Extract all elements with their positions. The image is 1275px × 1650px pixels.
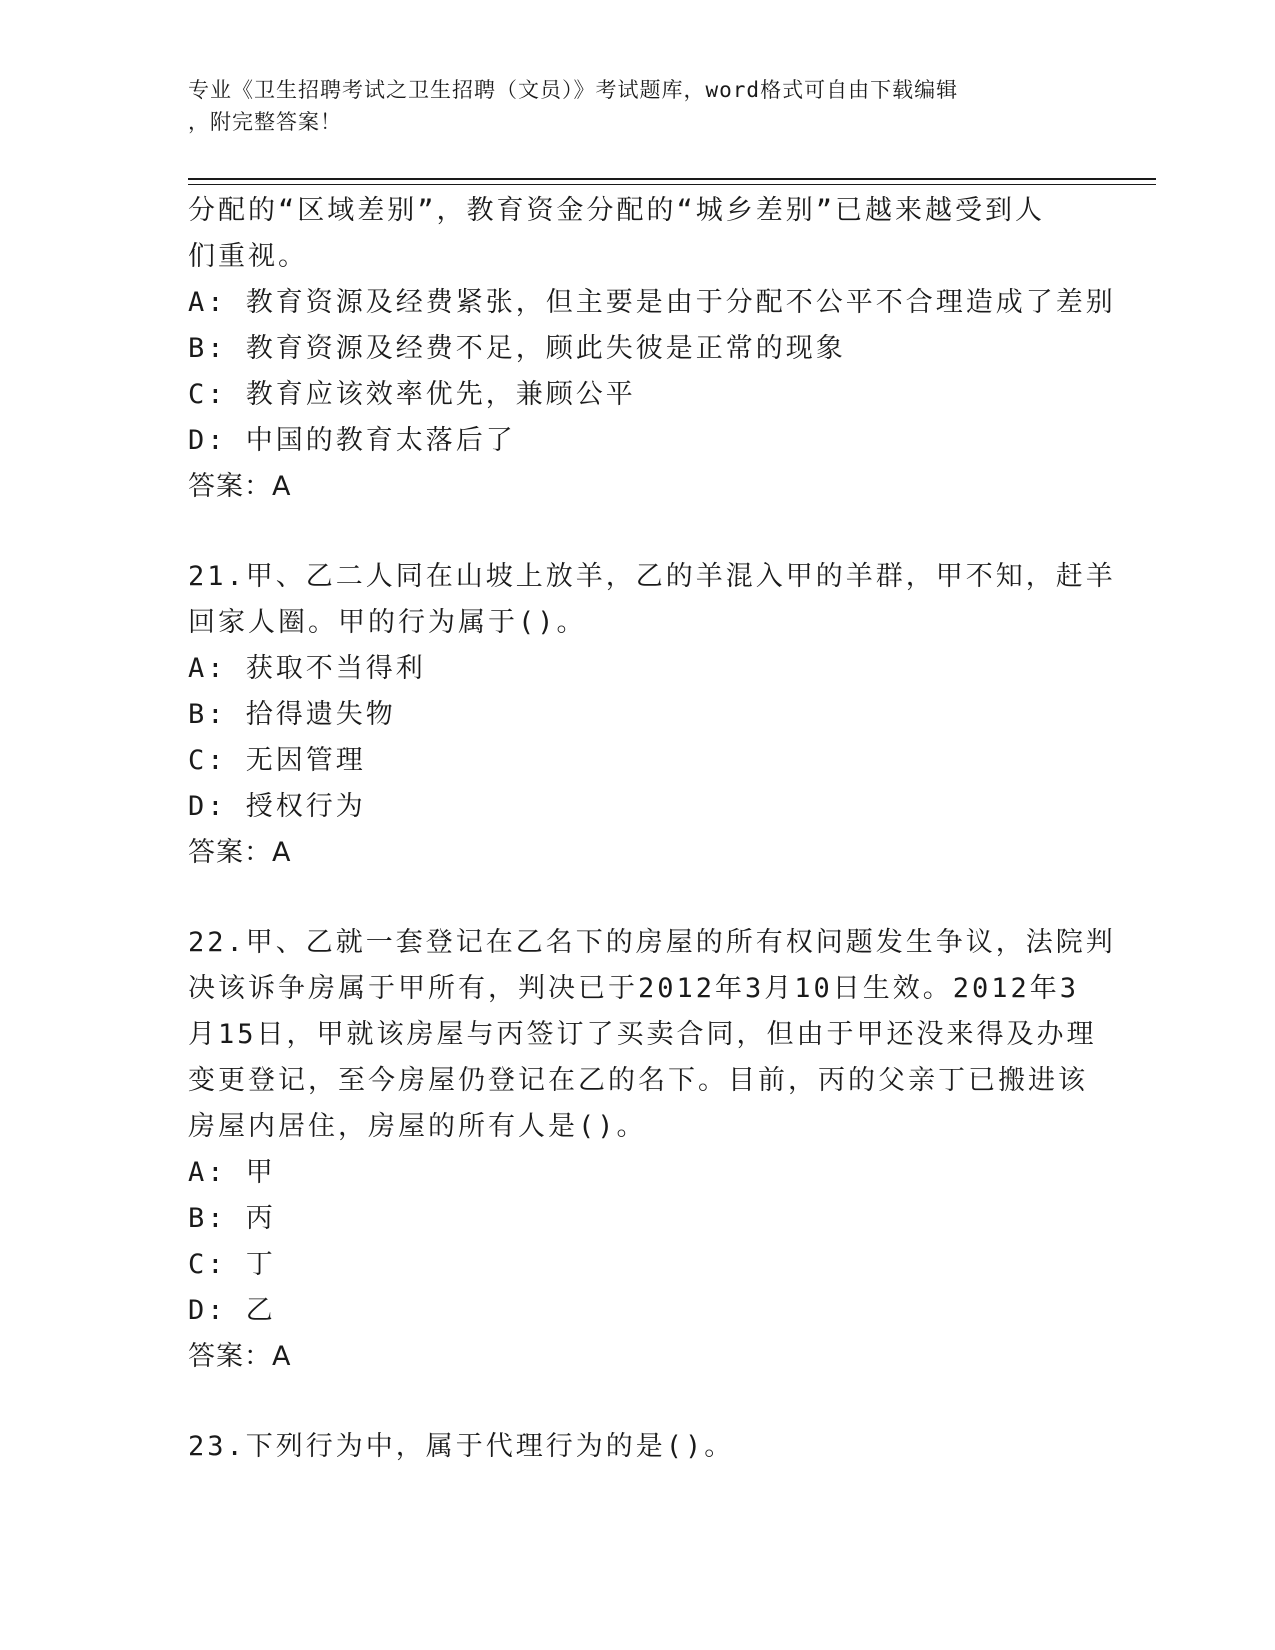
option-d: D: 授权行为 [188, 791, 366, 822]
answer-label: 答案：A [188, 1341, 292, 1372]
answer-label: 答案：A [188, 471, 292, 502]
question-text-line: 月15日，甲就该房屋与丙签订了买卖合同，但由于甲还没来得及办理 [188, 1019, 1097, 1050]
option-d: D: 乙 [188, 1295, 276, 1326]
option-a: A: 甲 [188, 1157, 276, 1188]
header-rule-thick [188, 178, 1156, 180]
question-block-21 [188, 554, 1116, 876]
document-header [188, 74, 1088, 138]
option-b: B: 拾得遗失物 [188, 699, 396, 730]
option-c: C: 丁 [188, 1249, 276, 1280]
header-rule-thin [188, 184, 1156, 185]
question-text-line: 22.甲、乙就一套登记在乙名下的房屋的所有权问题发生争议，法院判 [188, 927, 1116, 958]
question-text-line: 23.下列行为中，属于代理行为的是()。 [188, 1431, 735, 1462]
question-text-line: 回家人圈。甲的行为属于()。 [188, 607, 587, 638]
header-line-1: 专业《卫生招聘考试之卫生招聘（文员）》考试题库，word格式可自由下载编辑 [188, 78, 959, 102]
question-text-line: 决该诉争房属于甲所有，判决已于2012年3月10日生效。2012年3 [188, 973, 1080, 1004]
option-d: D: 中国的教育太落后了 [188, 425, 516, 456]
question-text-line: 分配的“区域差别”，教育资金分配的“城乡差别”已越来越受到人 [188, 195, 1046, 226]
option-c: C: 无因管理 [188, 745, 366, 776]
option-b: B: 丙 [188, 1203, 276, 1234]
question-block-23 [188, 1424, 1088, 1470]
option-b: B: 教育资源及经费不足，顾此失彼是正常的现象 [188, 333, 846, 364]
option-a: A: 教育资源及经费紧张，但主要是由于分配不公平不合理造成了差别 [188, 287, 1116, 318]
question-text-line: 们重视。 [188, 241, 308, 272]
option-c: C: 教育应该效率优先，兼顾公平 [188, 379, 636, 410]
question-block-intro [188, 188, 1116, 510]
option-a: A: 获取不当得利 [188, 653, 426, 684]
question-text-line: 21.甲、乙二人同在山坡上放羊，乙的羊混入甲的羊群，甲不知，赶羊 [188, 561, 1116, 592]
question-block-22 [188, 920, 1116, 1380]
answer-label: 答案：A [188, 837, 292, 868]
question-text-line: 房屋内居住，房屋的所有人是()。 [188, 1111, 647, 1142]
question-text-line: 变更登记，至今房屋仍登记在乙的名下。目前，丙的父亲丁已搬进该 [188, 1065, 1088, 1096]
header-line-2: ，附完整答案！ [188, 110, 342, 134]
document-body [188, 188, 1116, 1470]
